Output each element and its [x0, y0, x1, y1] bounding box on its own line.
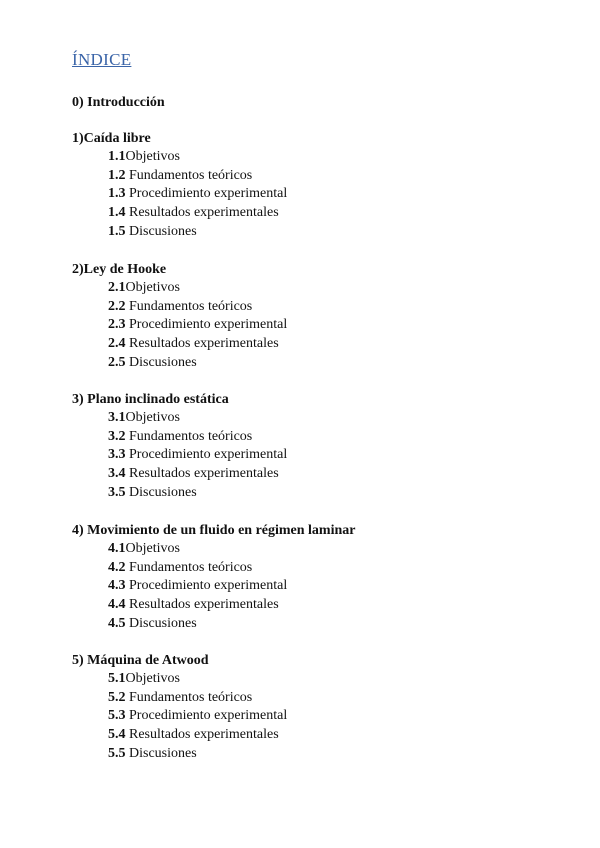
toc-entry: [108, 465, 287, 484]
section-heading: 4) Movimiento de un fluido en régimen laminar: [72, 523, 356, 538]
entry-label: Fundamentos teóricos: [125, 428, 253, 444]
entry-number: 5.2: [108, 689, 126, 705]
toc-entry: [108, 409, 287, 428]
toc-entry: [108, 670, 287, 689]
entry-number: 5.5: [108, 745, 126, 761]
entry-number: 3.3: [108, 447, 126, 463]
toc-entry: [108, 223, 287, 242]
entry-number: 3.1: [108, 410, 126, 425]
entry-number: 2.2: [108, 298, 126, 314]
entry-label: Objetivos: [125, 280, 180, 295]
toc-entry: [108, 354, 287, 373]
entry-number: 5.4: [108, 727, 126, 743]
entry-number: 5.1: [108, 671, 126, 686]
toc-entry: [108, 204, 287, 223]
entry-label: Procedimiento experimental: [125, 708, 288, 724]
intro-heading: 0) Introducción: [72, 95, 165, 110]
entry-label: Procedimiento experimental: [125, 186, 288, 202]
section-heading: 3) Plano inclinado estática: [72, 392, 229, 407]
entry-label: Resultados experimentales: [125, 336, 279, 352]
entry-number: 1.3: [108, 186, 126, 202]
entry-number: 3.5: [108, 484, 126, 500]
entry-label: Procedimiento experimental: [125, 447, 288, 463]
entry-number: 1.5: [108, 223, 126, 239]
toc-entry: [108, 167, 287, 186]
toc-entry: [108, 335, 287, 354]
entry-number: 5.3: [108, 708, 126, 724]
toc-entry: [108, 726, 287, 745]
toc-entry: [108, 279, 287, 298]
entry-label: Fundamentos teóricos: [125, 167, 253, 183]
entry-label: Discusiones: [125, 484, 197, 500]
entry-label: Objetivos: [125, 541, 180, 556]
toc-entry: [108, 298, 287, 317]
toc-section-5: [72, 652, 288, 763]
entry-number: 1.1: [108, 149, 126, 164]
toc-entry: [108, 615, 392, 634]
entry-number: 2.1: [108, 280, 126, 295]
entry-label: Discusiones: [125, 354, 197, 370]
entry-number: 4.5: [108, 615, 126, 631]
section-heading: 5) Máquina de Atwood: [72, 653, 209, 668]
entry-number: 1.4: [108, 205, 126, 221]
entry-number: 4.2: [108, 559, 126, 575]
toc-entry: [108, 428, 287, 447]
toc-section-3: [72, 391, 288, 502]
entry-number: 4.1: [108, 541, 126, 556]
toc-section-4: [72, 522, 356, 633]
entry-label: Resultados experimentales: [125, 466, 279, 482]
entry-label: Discusiones: [125, 223, 197, 239]
entry-label: Resultados experimentales: [125, 205, 279, 221]
entry-label: Discusiones: [125, 615, 197, 631]
toc-section-2: [72, 261, 288, 372]
toc-intro: [72, 94, 165, 112]
entry-number: 2.3: [108, 317, 126, 333]
entry-number: 2.5: [108, 354, 126, 370]
entry-label: Fundamentos teóricos: [125, 298, 253, 314]
entry-label: Objetivos: [125, 671, 180, 686]
entry-label: Fundamentos teóricos: [125, 689, 253, 705]
section-heading: 1)Caída libre: [72, 131, 151, 146]
entry-number: 2.4: [108, 336, 126, 352]
section-heading: 2)Ley de Hooke: [72, 262, 167, 277]
entry-label: Discusiones: [125, 745, 197, 761]
toc-entry: [108, 745, 287, 764]
toc-entry: [108, 316, 287, 335]
entry-label: Objetivos: [125, 410, 180, 425]
entry-number: 4.3: [108, 578, 126, 594]
toc-entry: [108, 185, 287, 204]
toc-entry: [108, 577, 392, 596]
toc-entry: [108, 484, 287, 503]
entry-number: 4.4: [108, 597, 126, 613]
toc-entry: [108, 559, 392, 578]
entry-label: Resultados experimentales: [125, 597, 279, 613]
entry-label: Procedimiento experimental: [125, 578, 288, 594]
entry-number: 3.4: [108, 466, 126, 482]
entry-label: Fundamentos teóricos: [125, 559, 253, 575]
toc-entry: [108, 540, 392, 559]
toc-section-1: [72, 130, 288, 241]
entry-label: Resultados experimentales: [125, 727, 279, 743]
toc-entry: [108, 148, 287, 167]
entry-number: 1.2: [108, 167, 126, 183]
toc-entry: [108, 596, 392, 615]
entry-number: 3.2: [108, 428, 126, 444]
entry-label: Objetivos: [125, 149, 180, 164]
entry-label: Procedimiento experimental: [125, 317, 288, 333]
index-title: ÍNDICE: [72, 50, 132, 69]
toc-entry: [108, 446, 287, 465]
toc-entry: [108, 707, 287, 726]
toc-entry: [108, 689, 287, 708]
